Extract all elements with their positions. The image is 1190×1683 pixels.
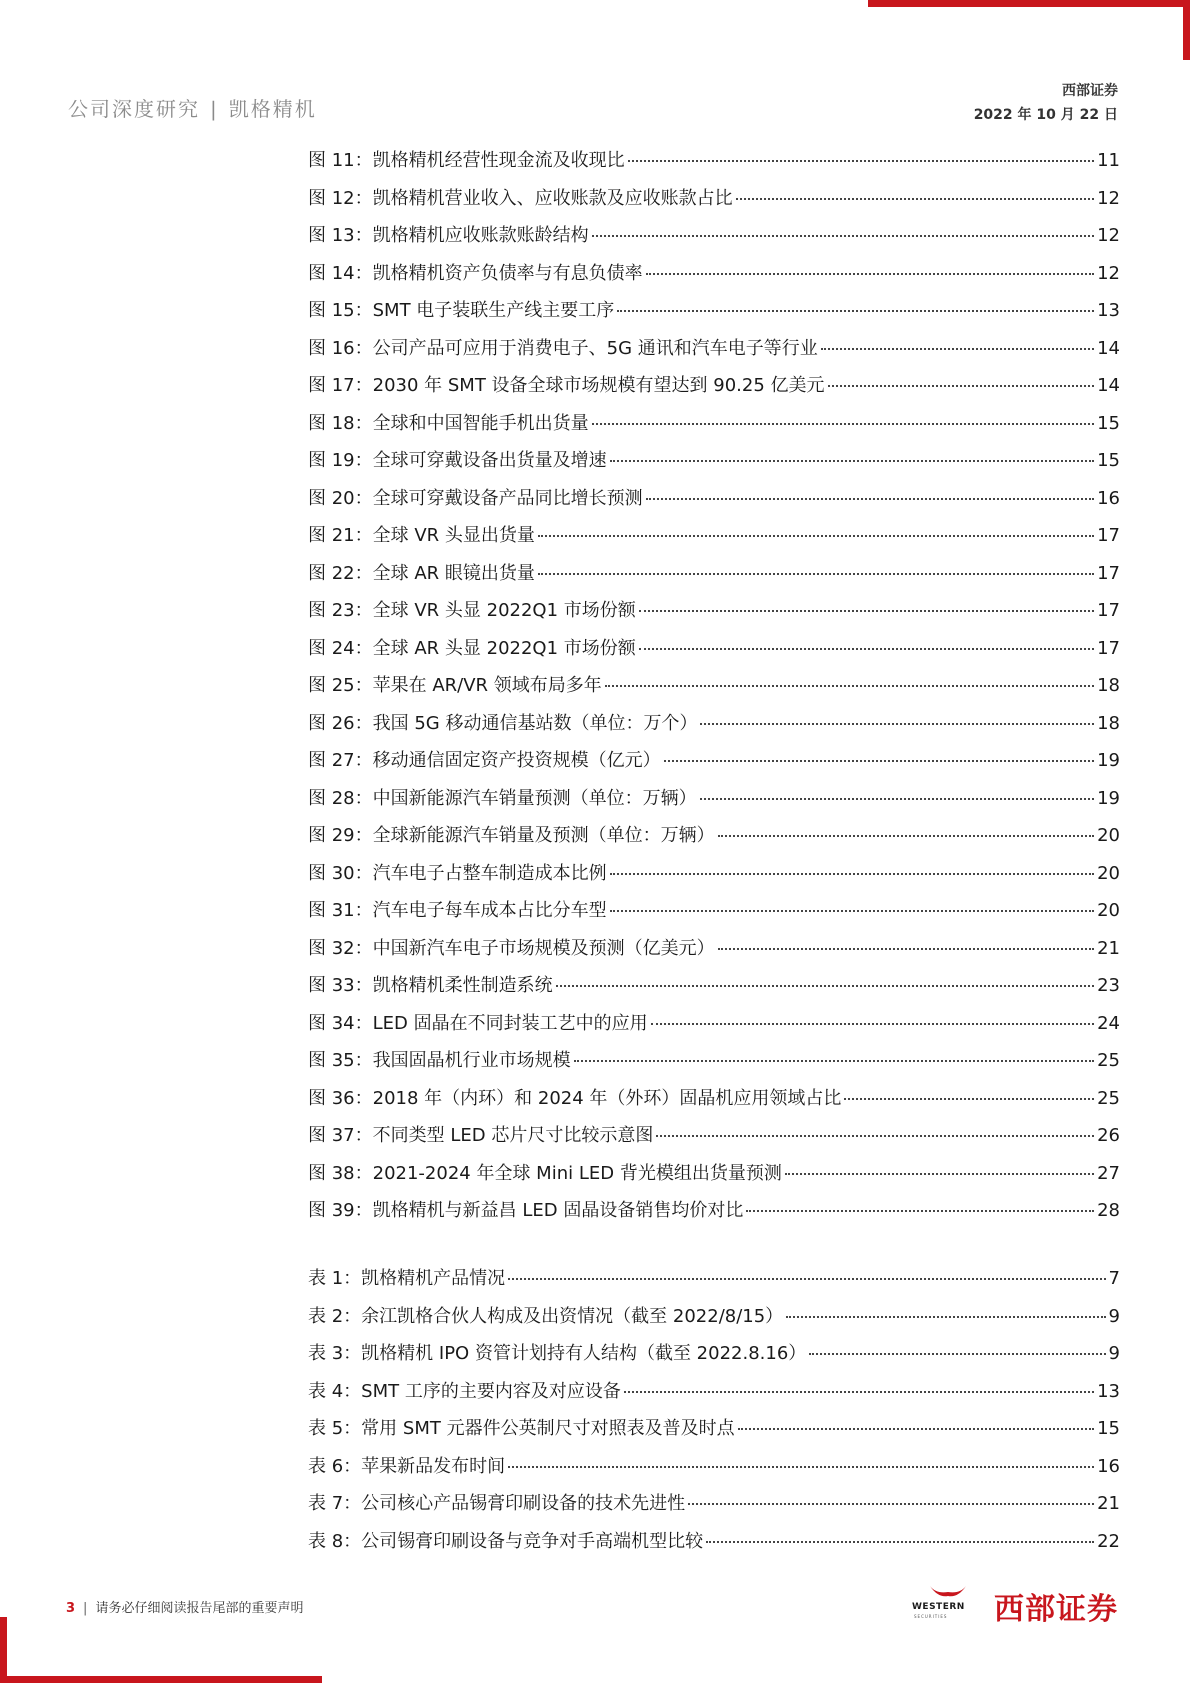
dot-leader [821,348,1094,350]
figure-index-entry-page: 12 [1097,225,1120,246]
figure-index-entry[interactable] [308,746,1120,784]
table-index-entry[interactable] [308,1414,1120,1452]
figure-index-entry-title: 图 24：全球 AR 头显 2022Q1 市场份额 [308,637,636,659]
dot-leader [592,235,1094,237]
table-index-entry-title: 表 2：余江凯格合伙人构成及出资情况（截至 2022/8/15） [308,1305,784,1327]
figure-index [308,146,1120,1234]
figure-index-entry[interactable] [308,334,1120,372]
dot-leader [617,310,1094,312]
logo-english: WESTERN [912,1602,965,1612]
dot-leader [844,1098,1094,1100]
figure-index-entry-page: 11 [1097,150,1120,171]
footer-separator: | [83,1601,88,1616]
figure-index-entry-page: 14 [1097,375,1120,396]
table-index-entry[interactable] [308,1339,1120,1377]
figure-index-entry-page: 26 [1097,1125,1120,1146]
figure-index-entry-title: 图 18：全球和中国智能手机出货量 [308,412,589,434]
figure-index-entry-title: 图 34：LED 固晶在不同封装工艺中的应用 [308,1012,648,1034]
dot-leader [828,385,1095,387]
figure-index-entry-page: 14 [1097,337,1120,359]
figure-index-entry-title: 图 13：凯格精机应收账款账龄结构 [308,225,589,246]
dot-leader [592,423,1094,425]
dot-leader [786,1316,1105,1318]
page-header-meta [974,80,1118,124]
figure-index-entry-title: 图 25：苹果在 AR/VR 领域布局多年 [308,675,602,696]
dot-leader [656,1135,1094,1137]
figure-index-entry-page: 28 [1097,1200,1120,1221]
table-index-entry-title: 表 4：SMT 工序的主要内容及对应设备 [308,1380,621,1402]
figure-index-entry-page: 23 [1097,975,1120,996]
table-index-entry-page: 9 [1108,1305,1120,1327]
page-footer [66,1597,303,1616]
figure-index-entry-title: 图 17：2030 年 SMT 设备全球市场规模有望达到 90.25 亿美元 [308,375,825,396]
dot-leader [538,573,1094,575]
figure-index-entry[interactable] [308,934,1120,972]
figure-index-entry[interactable] [308,409,1120,447]
dot-leader [809,1353,1105,1355]
figure-index-entry-page: 18 [1097,712,1120,734]
figure-index-entry-page: 20 [1097,825,1120,846]
figure-index-entry-title: 图 31：汽车电子每车成本占比分车型 [308,900,607,921]
dot-leader [718,948,1094,950]
dot-leader [646,273,1094,275]
figure-index-entry[interactable] [308,784,1120,822]
corner-accent-top [868,0,1190,7]
figure-index-entry-title: 图 21：全球 VR 头显出货量 [308,525,535,546]
figure-index-entry[interactable] [308,821,1120,859]
figure-index-entry-title: 图 27：移动通信固定资产投资规模（亿元） [308,750,661,771]
logo-chinese: 西部证券 [994,1592,1118,1627]
page-header-title [68,93,317,122]
figure-index-entry[interactable] [308,971,1120,1009]
dot-leader [628,160,1094,162]
figure-index-entry[interactable] [308,859,1120,897]
dot-leader [664,760,1094,762]
table-index-entry[interactable] [308,1377,1120,1415]
figure-index-entry-title: 图 38：2021-2024 年全球 Mini LED 背光模组出货量预测 [308,1162,782,1184]
table-index-entry-title: 表 8：公司锡膏印刷设备与竞争对手高端机型比较 [308,1530,704,1552]
figure-index-entry-title: 图 14：凯格精机资产负债率与有息负债率 [308,262,643,284]
dot-leader [706,1541,1094,1543]
figure-index-entry-page: 24 [1097,1012,1120,1034]
figure-index-entry[interactable] [308,1084,1120,1122]
corner-accent-top-vertical [1183,0,1190,60]
figure-index-entry-page: 27 [1097,1162,1120,1184]
figure-index-entry-page: 19 [1097,787,1120,809]
figure-index-entry-page: 20 [1097,900,1120,921]
table-index-entry-title: 表 6：苹果新品发布时间 [308,1455,506,1477]
company-name: 凯格精机 [228,97,317,121]
dot-leader [700,798,1094,800]
page-number: 3 [66,1601,76,1616]
figure-index-entry-page: 18 [1097,675,1120,696]
figure-index-entry-title: 图 12：凯格精机营业收入、应收账款及应收账款占比 [308,187,733,209]
figure-index-entry[interactable] [308,1159,1120,1197]
figure-index-entry[interactable] [308,1121,1120,1159]
dot-leader [700,723,1094,725]
figure-index-entry-title: 图 20：全球可穿戴设备产品同比增长预测 [308,487,643,509]
figure-index-entry[interactable] [308,709,1120,747]
figure-index-entry[interactable] [308,1009,1120,1047]
dot-leader [718,835,1094,837]
table-index-entry-page: 16 [1097,1455,1120,1477]
figure-index-entry-title: 图 22：全球 AR 眼镜出货量 [308,562,535,584]
figure-index-entry-title: 图 36：2018 年（内环）和 2024 年（外环）固晶机应用领域占比 [308,1087,842,1109]
dot-leader [556,985,1094,987]
dot-leader [610,460,1094,462]
figure-index-entry-title: 图 29：全球新能源汽车销量及预测（单位：万辆） [308,825,715,846]
figure-index-entry[interactable] [308,259,1120,297]
dot-leader [651,1023,1094,1025]
table-index-entry-title: 表 7：公司核心产品锡膏印刷设备的技术先进性 [308,1493,686,1514]
dot-leader [574,1060,1094,1062]
dot-leader [508,1278,1105,1280]
figure-index-entry[interactable] [308,1046,1120,1084]
figure-index-entry[interactable] [308,371,1120,409]
figure-index-entry[interactable] [308,146,1120,184]
dot-leader [639,610,1094,612]
figure-index-entry-page: 17 [1097,562,1120,584]
figure-index-entry-page: 16 [1097,487,1120,509]
figure-index-entry-title: 图 15：SMT 电子装联生产线主要工序 [308,300,615,321]
report-date: 2022 年 10 月 22 日 [973,107,1118,123]
bull-horns-icon [928,1584,968,1604]
figure-index-entry-page: 25 [1097,1050,1120,1071]
figure-index-entry-title: 图 39：凯格精机与新益昌 LED 固晶设备销售均价对比 [308,1200,744,1221]
figure-index-entry-title: 图 35：我国固晶机行业市场规模 [308,1050,571,1071]
corner-accent-bottom [0,1676,322,1683]
table-index-entry[interactable] [308,1302,1120,1340]
dot-leader [646,498,1094,500]
figure-index-entry-page: 15 [1097,450,1120,471]
figure-index-entry-page: 12 [1097,262,1120,284]
figure-index-entry[interactable] [308,634,1120,672]
figure-index-entry[interactable] [308,221,1120,259]
table-index-entry[interactable] [308,1452,1120,1490]
table-index-entry-title: 表 3：凯格精机 IPO 资管计划持有人结构（截至 2022.8.16） [308,1343,807,1364]
figure-index-entry-page: 17 [1097,525,1120,546]
dot-leader [605,685,1094,687]
corner-accent-bottom-vertical [0,1617,7,1683]
dot-leader [610,910,1094,912]
dot-leader [746,1210,1094,1212]
figure-index-entry-page: 17 [1097,637,1120,659]
figure-index-entry-page: 13 [1097,300,1120,321]
header-separator: | [210,97,219,121]
dot-leader [639,648,1094,650]
dot-leader [688,1503,1094,1505]
dot-leader [610,873,1094,875]
figure-index-entry[interactable] [308,671,1120,709]
table-index-entry-page: 22 [1097,1530,1120,1552]
table-index-entry-page: 15 [1097,1418,1120,1439]
dot-leader [538,535,1094,537]
figure-index-entry-title: 图 16：公司产品可应用于消费电子、5G 通讯和汽车电子等行业 [308,337,818,359]
dot-leader [624,1391,1094,1393]
figure-index-entry-title: 图 37：不同类型 LED 芯片尺寸比较示意图 [308,1125,654,1146]
figure-index-entry-title: 图 11：凯格精机经营性现金流及收现比 [308,150,625,171]
table-index-entry-title: 表 1：凯格精机产品情况 [308,1268,506,1289]
report-type: 公司深度研究 [68,97,200,121]
figure-index-entry[interactable] [308,521,1120,559]
header-brand: 西部证券 [1062,83,1118,99]
figure-index-entry[interactable] [308,484,1120,522]
figure-index-entry-title: 图 30：汽车电子占整车制造成本比例 [308,862,607,884]
table-index-entry[interactable] [308,1489,1120,1527]
figure-index-entry-title: 图 33：凯格精机柔性制造系统 [308,975,553,996]
figure-index-entry-page: 20 [1097,862,1120,884]
figure-index-entry-title: 图 32：中国新汽车电子市场规模及预测（亿美元） [308,937,715,959]
figure-index-entry[interactable] [308,1196,1120,1234]
table-index-entry-title: 表 5：常用 SMT 元器件公英制尺寸对照表及普及时点 [308,1418,735,1439]
figure-index-entry[interactable] [308,596,1120,634]
table-index-entry-page: 21 [1097,1493,1120,1514]
figure-index-entry-page: 21 [1097,937,1120,959]
figure-index-entry-title: 图 26：我国 5G 移动通信基站数（单位：万个） [308,712,698,734]
figure-index-entry-title: 图 19：全球可穿戴设备出货量及增速 [308,450,607,471]
logo-subtitle: SECURITIES [914,1614,948,1619]
figure-index-entry[interactable] [308,296,1120,334]
figure-index-entry-page: 17 [1097,600,1120,621]
footer-disclaimer: 请务必仔细阅读报告尾部的重要声明 [95,1601,304,1616]
table-index-entry-page: 7 [1108,1268,1120,1289]
figure-index-entry-title: 图 28：中国新能源汽车销量预测（单位：万辆） [308,787,697,809]
figure-index-entry-title: 图 23：全球 VR 头显 2022Q1 市场份额 [308,600,636,621]
dot-leader [785,1173,1094,1175]
dot-leader [738,1428,1095,1430]
figure-index-entry-page: 12 [1097,187,1120,209]
figure-index-entry-page: 15 [1097,412,1120,434]
figure-index-entry-page: 19 [1097,750,1120,771]
table-index [308,1264,1120,1564]
figure-index-entry[interactable] [308,559,1120,597]
table-index-entry-page: 9 [1108,1343,1120,1364]
figure-index-entry[interactable] [308,896,1120,934]
table-index-entry[interactable] [308,1264,1120,1302]
brand-logo [912,1584,1124,1627]
figure-index-entry[interactable] [308,446,1120,484]
table-index-entry-page: 13 [1097,1380,1120,1402]
dot-leader [736,198,1094,200]
dot-leader [508,1466,1094,1468]
table-index-entry[interactable] [308,1527,1120,1565]
figure-index-entry[interactable] [308,184,1120,222]
figure-index-entry-page: 25 [1097,1087,1120,1109]
